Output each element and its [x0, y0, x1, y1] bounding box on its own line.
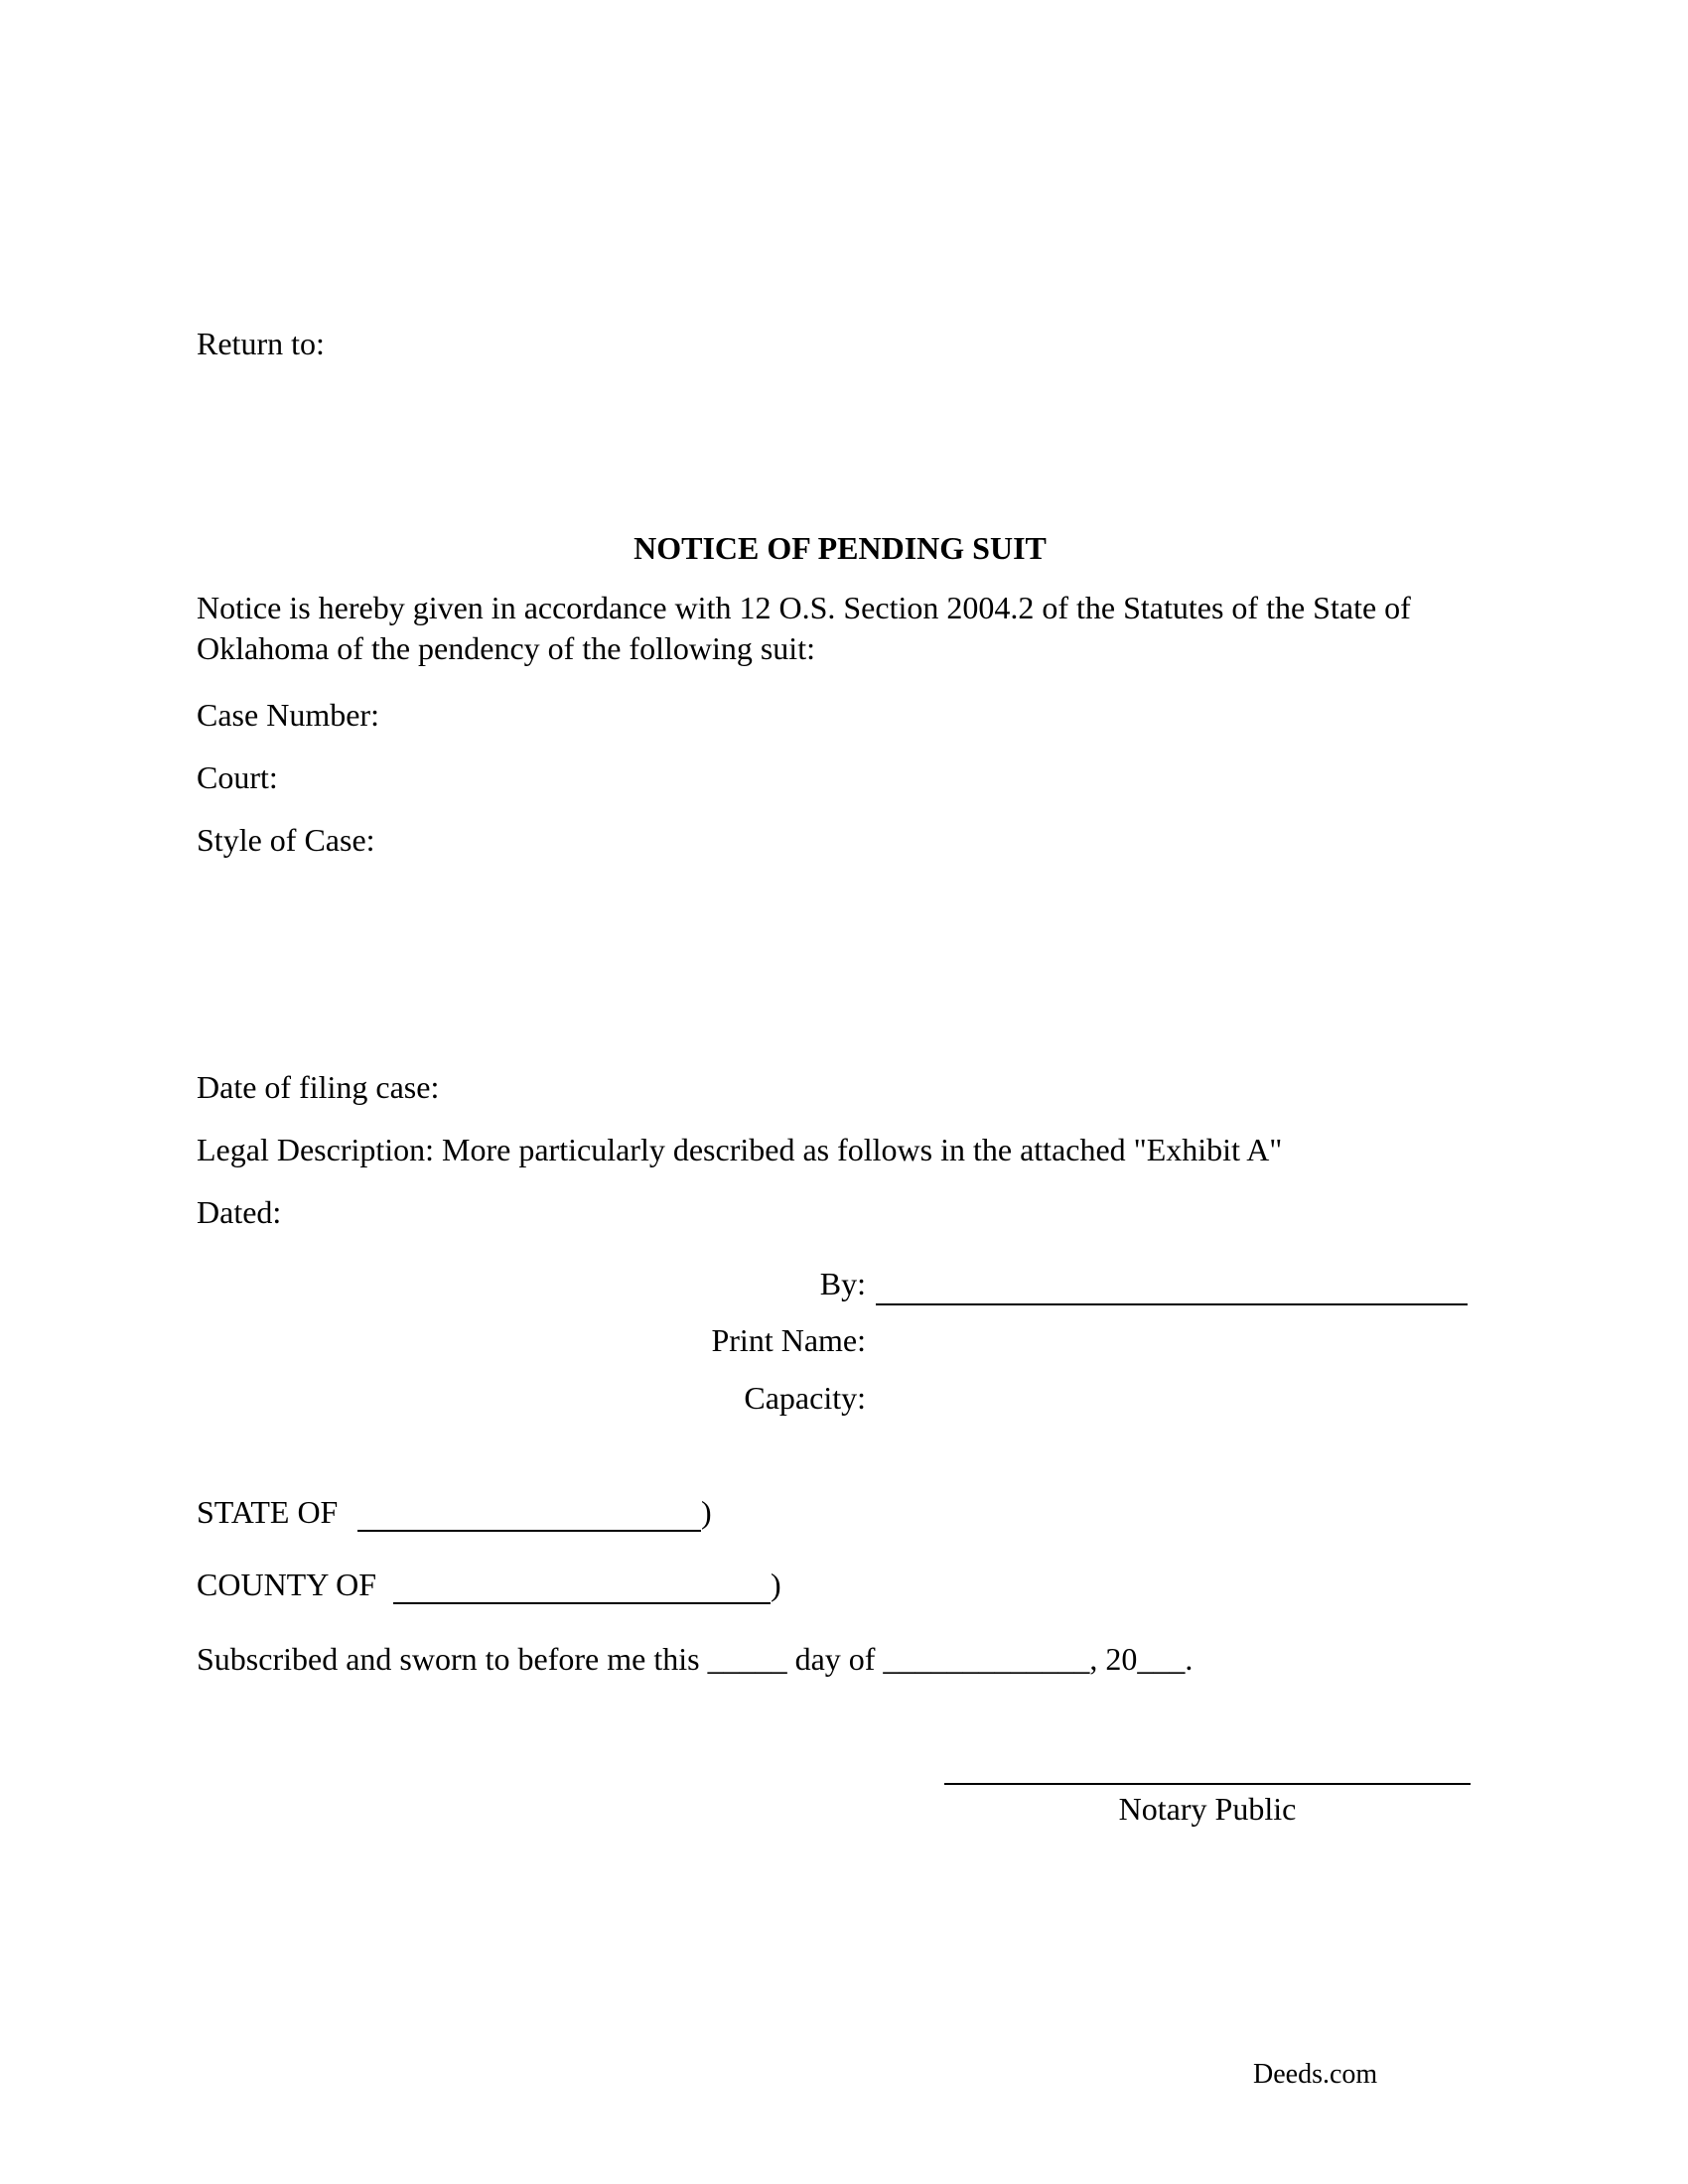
capacity-label: Capacity:: [744, 1380, 866, 1416]
style-of-case-label: Style of Case:: [197, 822, 375, 858]
notary-signature-line[interactable]: [944, 1783, 1471, 1785]
case-number-label: Case Number:: [197, 697, 379, 733]
by-label: By:: [819, 1266, 866, 1301]
notary-public-label: Notary Public: [1118, 1791, 1297, 1827]
subscribed-sworn-line: Subscribed and sworn to before me this _____ day of _____________, 20___.: [197, 1641, 1194, 1677]
county-of-paren: ): [771, 1567, 781, 1602]
state-of-paren: ): [701, 1494, 712, 1530]
deeds-brand-footer: Deeds.com: [1253, 2059, 1378, 2090]
legal-description-line: Legal Description: More particularly described as follows in the attached "Exhibit A": [197, 1132, 1283, 1167]
county-of-label: COUNTY OF: [197, 1567, 377, 1602]
court-label: Court:: [197, 759, 278, 795]
state-of-label: STATE OF: [197, 1494, 339, 1530]
signature-line[interactable]: [876, 1303, 1468, 1305]
county-of-blank[interactable]: [393, 1602, 771, 1604]
dated-label: Dated:: [197, 1194, 282, 1230]
return-to-label: Return to:: [197, 326, 325, 361]
state-of-blank[interactable]: [357, 1530, 701, 1532]
date-of-filing-label: Date of filing case:: [197, 1069, 440, 1105]
print-name-label: Print Name:: [711, 1322, 866, 1358]
intro-paragraph: Notice is hereby given in accordance with 12 O.S. Section 2004.2 of the Statutes of the State of Oklahoma of the pendency of the following suit:: [197, 590, 1411, 666]
document-title: NOTICE OF PENDING SUIT: [633, 530, 1047, 566]
